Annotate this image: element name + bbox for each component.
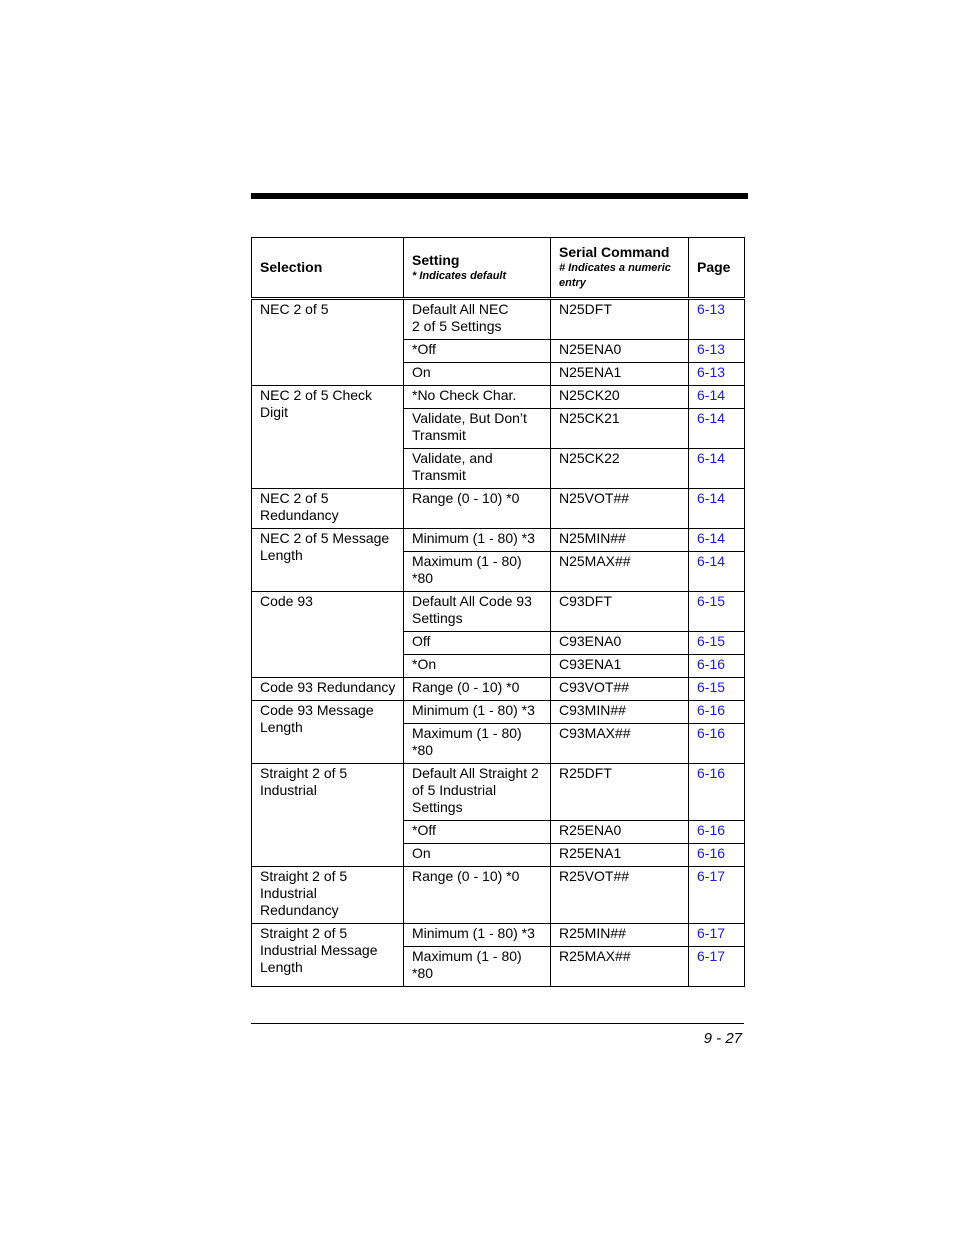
header-selection: Selection [252, 238, 404, 299]
table-row [252, 592, 745, 632]
page-link[interactable]: 6-15 [689, 592, 745, 632]
setting-cell: *Off [404, 821, 551, 844]
setting-cell: Default All Straight 2 of 5 Industrial Settings [404, 764, 551, 821]
setting-cell: Default All NEC 2 of 5 Settings [404, 299, 551, 340]
page-link[interactable]: 6-14 [689, 386, 745, 409]
page-link[interactable]: 6-13 [689, 363, 745, 386]
selection-cell: Straight 2 of 5 Industrial [252, 764, 404, 867]
page-link[interactable]: 6-14 [689, 409, 745, 449]
command-cell: N25MAX## [551, 552, 689, 592]
table-row [252, 299, 745, 340]
page-link[interactable]: 6-15 [689, 632, 745, 655]
command-cell: N25DFT [551, 299, 689, 340]
command-cell: N25CK22 [551, 449, 689, 489]
selection-cell: NEC 2 of 5 Message Length [252, 529, 404, 592]
page-link[interactable]: 6-15 [689, 678, 745, 701]
table-row [252, 529, 745, 552]
command-cell: C93VOT## [551, 678, 689, 701]
table-row [252, 924, 745, 947]
setting-cell: Range (0 - 10) *0 [404, 678, 551, 701]
command-cell: R25MAX## [551, 947, 689, 987]
command-cell: R25DFT [551, 764, 689, 821]
table-row [252, 678, 745, 701]
table-row [252, 386, 745, 409]
setting-cell: On [404, 363, 551, 386]
page-number: 9 - 27 [703, 1030, 742, 1047]
command-cell: C93DFT [551, 592, 689, 632]
footer-rule [251, 1023, 744, 1024]
header-setting: Setting * Indicates default [404, 238, 551, 299]
selection-cell: NEC 2 of 5 Check Digit [252, 386, 404, 489]
command-cell: N25ENA0 [551, 340, 689, 363]
page-link[interactable]: 6-16 [689, 655, 745, 678]
setting-cell: *No Check Char. [404, 386, 551, 409]
page-link[interactable]: 6-13 [689, 340, 745, 363]
page-link[interactable]: 6-16 [689, 701, 745, 724]
header-serial-note: # Indicates a numeric entry [559, 262, 671, 289]
page-link[interactable]: 6-16 [689, 764, 745, 821]
selection-cell: NEC 2 of 5 [252, 299, 404, 386]
page-link[interactable]: 6-17 [689, 867, 745, 924]
command-cell: C93ENA1 [551, 655, 689, 678]
command-cell: N25CK20 [551, 386, 689, 409]
selection-cell: Code 93 [252, 592, 404, 678]
setting-cell: *On [404, 655, 551, 678]
page-link[interactable]: 6-14 [689, 552, 745, 592]
table-row [252, 764, 745, 821]
table-row [252, 867, 745, 924]
page-link[interactable]: 6-13 [689, 299, 745, 340]
selection-cell: Code 93 Message Length [252, 701, 404, 764]
command-cell: C93MIN## [551, 701, 689, 724]
command-table [251, 237, 745, 987]
command-cell: N25CK21 [551, 409, 689, 449]
table-row [252, 489, 745, 529]
page-link[interactable]: 6-17 [689, 947, 745, 987]
page-link[interactable]: 6-17 [689, 924, 745, 947]
setting-cell: Default All Code 93 Settings [404, 592, 551, 632]
setting-cell: Off [404, 632, 551, 655]
table-header-row [252, 238, 745, 299]
selection-cell: Straight 2 of 5 Industrial Redundancy [252, 867, 404, 924]
setting-cell: Validate, and Transmit [404, 449, 551, 489]
command-cell: N25ENA1 [551, 363, 689, 386]
selection-cell: Code 93 Redundancy [252, 678, 404, 701]
page-link[interactable]: 6-16 [689, 724, 745, 764]
setting-cell: Range (0 - 10) *0 [404, 489, 551, 529]
command-cell: R25MIN## [551, 924, 689, 947]
page-link[interactable]: 6-14 [689, 449, 745, 489]
command-cell: C93ENA0 [551, 632, 689, 655]
selection-cell: Straight 2 of 5 Industrial Message Length [252, 924, 404, 987]
command-cell: R25ENA1 [551, 844, 689, 867]
setting-cell: On [404, 844, 551, 867]
command-cell: R25ENA0 [551, 821, 689, 844]
page-link[interactable]: 6-16 [689, 821, 745, 844]
setting-cell: Validate, But Don’t Transmit [404, 409, 551, 449]
selection-cell: NEC 2 of 5 Redundancy [252, 489, 404, 529]
page-link[interactable]: 6-14 [689, 489, 745, 529]
setting-cell: Minimum (1 - 80) *3 [404, 701, 551, 724]
setting-cell: Maximum (1 - 80) *80 [404, 552, 551, 592]
command-cell: C93MAX## [551, 724, 689, 764]
setting-cell: Range (0 - 10) *0 [404, 867, 551, 924]
setting-cell: Maximum (1 - 80) *80 [404, 947, 551, 987]
table-row [252, 701, 745, 724]
setting-cell: Minimum (1 - 80) *3 [404, 529, 551, 552]
command-cell: N25VOT## [551, 489, 689, 529]
command-cell: R25VOT## [551, 867, 689, 924]
page-link[interactable]: 6-14 [689, 529, 745, 552]
header-page: Page [689, 238, 745, 299]
header-serial-command: Serial Command # Indicates a numeric entry [551, 238, 689, 299]
top-rule [251, 193, 748, 199]
setting-cell: *Off [404, 340, 551, 363]
setting-cell: Minimum (1 - 80) *3 [404, 924, 551, 947]
page-link[interactable]: 6-16 [689, 844, 745, 867]
command-cell: N25MIN## [551, 529, 689, 552]
setting-cell: Maximum (1 - 80) *80 [404, 724, 551, 764]
header-setting-note: * Indicates default [412, 269, 507, 282]
